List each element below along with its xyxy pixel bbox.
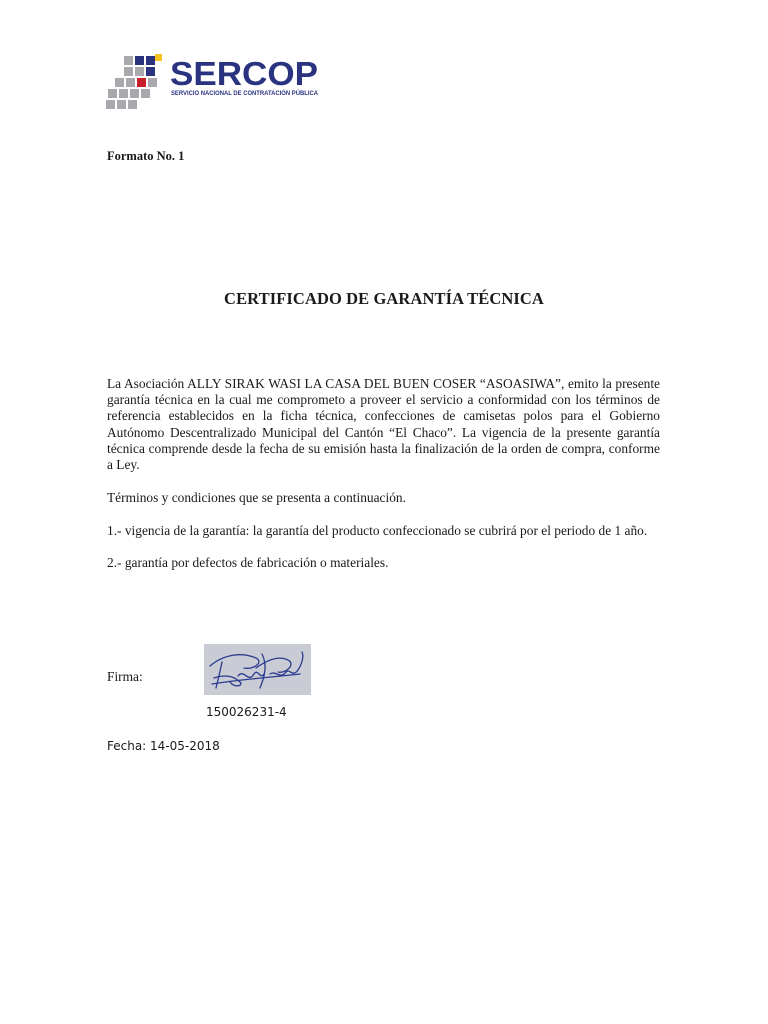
logo-wordmark: SERCOP — [170, 55, 318, 92]
sercop-logo — [104, 52, 334, 114]
body-paragraph: La Asociación ALLY SIRAK WASI LA CASA DEL BUEN COSER “ASOASIWA”, emito la presente garantía técnica en la cual me comprometo a proveer el servicio a conformidad con los términos de referencia establecidos en la ficha técnica, confecciones de camisetas polos para el Gobierno Autónomo Descentralizado Municipal del Cantón “El Chaco”. La vigencia de la presente garantía técnica comprende desde la fecha de su emisión hasta la finalización de la orden de compra, conforme a Ley. — [107, 376, 660, 473]
term-item: 2.- garantía por defectos de fabricación o materiales. — [107, 555, 389, 570]
logo-subtitle: SERVICIO NACIONAL DE CONTRATACIÓN PÚBLICA — [171, 91, 321, 97]
signature-id-number: 150026231-4 — [206, 705, 287, 719]
term-item: 1.- vigencia de la garantía: la garantía del producto confeccionado se cubrirá por el periodo de 1 año. — [107, 523, 648, 538]
handwritten-signature-icon — [204, 644, 311, 695]
sercop-logo-icon — [104, 52, 334, 114]
document-title: CERTIFICADO DE GARANTÍA TÉCNICA — [224, 289, 544, 308]
signature-image — [204, 644, 311, 695]
terms-intro: Términos y condiciones que se presenta a continuación. — [107, 490, 406, 505]
date-line: Fecha: 14-05-2018 — [107, 739, 220, 753]
signature-label: Firma: — [107, 669, 143, 684]
format-number: Formato No. 1 — [107, 149, 185, 163]
